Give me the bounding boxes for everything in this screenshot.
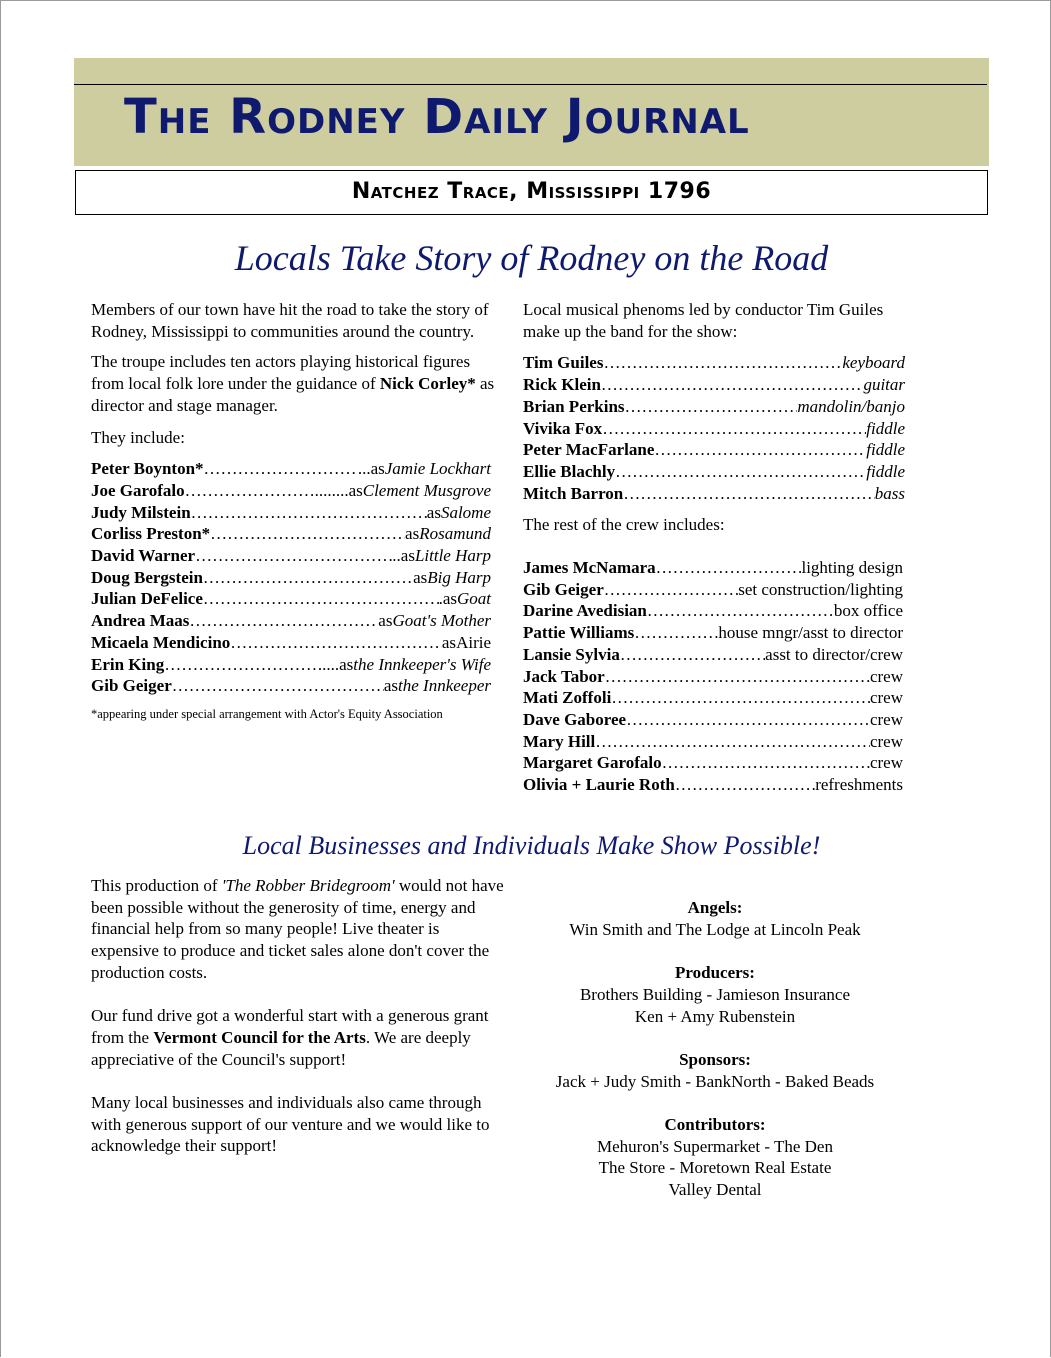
leader-dots (615, 461, 866, 483)
band-crew-column (523, 299, 913, 796)
crew-row (523, 752, 903, 774)
band-row (523, 396, 905, 418)
crew-row (523, 666, 903, 688)
troupe-paragraph (91, 351, 496, 416)
band-intro: Local musical phenoms led by conductor Tim Guiles make up the band for the show: (523, 300, 884, 341)
crew-row (523, 579, 903, 601)
contributor-name: Mehuron's Supermarket - The Den (597, 1136, 833, 1156)
crew-name: Jack Tabor (523, 666, 605, 686)
cast-as: as (426, 502, 441, 522)
band-name: Mitch Barron (523, 483, 624, 503)
leader-dots (203, 588, 439, 610)
crew-row (523, 622, 903, 644)
leader-dots (611, 687, 870, 709)
leader-dots (625, 396, 798, 418)
cast-role: Big Harp (427, 567, 491, 587)
cast-role: Airie (456, 632, 491, 652)
leader-dots (620, 644, 765, 666)
cast-name: Judy Milstein (91, 502, 191, 522)
cast-name: Micaela Mendicino (91, 632, 231, 652)
contributors-group (520, 1114, 910, 1201)
band-instrument: keyboard (842, 353, 905, 373)
cast-row (91, 502, 491, 524)
crew-name: Dave Gaboree (523, 709, 627, 729)
band-row (523, 352, 905, 374)
leader-dots (602, 418, 866, 440)
cast-list (91, 458, 491, 697)
leader-dots (623, 483, 875, 505)
band-name: Peter MacFarlane (523, 440, 655, 460)
sponsors-headline: Local Businesses and Individuals Make Show Possible! (242, 831, 821, 860)
crew-name: Gib Geiger (523, 579, 604, 599)
producer-name: Ken + Amy Rubenstein (634, 1006, 796, 1026)
leader-dots (647, 600, 834, 622)
contributor-name: Valley Dental (668, 1180, 762, 1200)
band-row (523, 374, 905, 396)
band-name: Tim Guiles (523, 353, 604, 373)
band-instrument: fiddle (866, 461, 905, 481)
leader-dots (601, 374, 864, 396)
producers-title: Producers: (675, 963, 755, 983)
cast-name: David Warner (91, 546, 196, 566)
leader-dots (662, 752, 870, 774)
grant-paragraph (91, 1005, 511, 1070)
leader-dots (634, 622, 718, 644)
thanks-column (91, 875, 511, 1157)
cast-row (91, 610, 491, 632)
band-instrument: bass (874, 483, 905, 503)
leader-dots (656, 557, 802, 579)
cast-role: Clement Musgrove (362, 480, 491, 500)
crew-role: box office (833, 601, 903, 621)
donor-list (520, 897, 910, 1222)
band-list (523, 352, 905, 504)
cast-name: Corliss Preston* (91, 524, 211, 544)
cast-as: as (441, 632, 457, 652)
contributor-name: The Store - Moretown Real Estate (598, 1158, 832, 1178)
crew-role: crew (869, 753, 903, 773)
equity-footnote: *appearing under special arrangement with Actor's Equity Association (91, 706, 443, 721)
cast-name: Joe Garofalo (91, 480, 185, 500)
cast-as: as (383, 676, 399, 696)
cast-role: Goat (457, 589, 491, 609)
cast-as: as (405, 524, 420, 544)
show-title: 'The Robber Bridegroom' (221, 876, 395, 895)
angels-group (520, 897, 910, 940)
crew-name: Lansie Sylvia (523, 644, 620, 664)
cast-row (91, 458, 491, 480)
crew-list (523, 557, 903, 796)
angels-names (520, 919, 910, 941)
cast-name: Julian DeFelice (91, 589, 203, 609)
cast-role: Jamie Lockhart (384, 459, 491, 479)
producers-names (520, 984, 910, 1027)
crew-row (523, 557, 903, 579)
masthead (74, 58, 989, 166)
crew-role: crew (869, 688, 903, 708)
cast-row (91, 588, 491, 610)
production-text-end: would not have been possible without the generosity of time, energy and financial help from so many people! Live theater is expensive to produce and ticket sales alone don't cover the production costs. (91, 876, 504, 982)
band-name: Brian Perkins (523, 396, 625, 416)
cast-as: as (413, 567, 428, 587)
leader-dots (675, 774, 815, 796)
masthead-rule (74, 84, 987, 85)
crew-role: crew (869, 731, 903, 751)
cast-row (91, 675, 491, 697)
producers-group (520, 962, 910, 1027)
crew-row (523, 600, 903, 622)
sponsors-names (520, 1071, 910, 1093)
band-row (523, 483, 905, 505)
intro-paragraph: Members of our town have hit the road to take the story of Rodney, Mississippi to communities around the country. (91, 300, 489, 341)
crew-role: crew (869, 666, 903, 686)
cast-as: .as (438, 589, 457, 609)
director-name: Nick Corley* (379, 374, 476, 394)
cast-row (91, 523, 491, 545)
cast-role: Goat's Mother (392, 611, 491, 631)
cast-as: ..as (392, 546, 415, 566)
band-instrument: fiddle (866, 440, 905, 460)
leader-dots (654, 439, 866, 461)
cast-row (91, 654, 491, 676)
leader-dots (172, 675, 384, 697)
band-name: Vivika Fox (523, 418, 603, 438)
band-name: Ellie Blachly (523, 461, 616, 481)
crew-row (523, 687, 903, 709)
leader-dots (185, 480, 315, 502)
band-name: Rick Klein (523, 375, 601, 395)
crew-name: Darine Avedisian (523, 601, 647, 621)
cast-as: .....as (317, 654, 354, 674)
crew-role: set construction/lighting (738, 579, 903, 599)
crew-name: James McNamara (523, 558, 656, 578)
production-text: This production of (91, 876, 222, 895)
acknowledge-paragraph: Many local businesses and individuals also came through with generous support of our venture and we would like to acknowledge their support! (91, 1093, 490, 1156)
band-row (523, 439, 905, 461)
leader-dots (204, 458, 358, 480)
crew-name: Mary Hill (523, 731, 596, 751)
crew-row (523, 774, 903, 796)
sponsors-group (520, 1049, 910, 1092)
leader-dots (203, 567, 413, 589)
cast-row (91, 632, 491, 654)
dateline-box (75, 170, 988, 215)
leader-dots (191, 502, 427, 524)
crew-name: Mati Zoffoli (523, 688, 612, 708)
cast-row (91, 480, 491, 502)
crew-role: refreshments (815, 775, 903, 795)
troupe-text-end: as director and stage manager. (91, 374, 495, 415)
leader-dots (195, 545, 392, 567)
crew-role: lighting design (801, 558, 903, 578)
cast-column (91, 299, 496, 722)
crew-role: house mngr/asst to director (718, 623, 903, 643)
contributors-title: Contributors: (664, 1114, 766, 1134)
producer-name: Brothers Building - Jamieson Insurance (579, 984, 851, 1004)
troupe-text: The troupe includes ten actors playing historical figures from local folk lore under the guidance of (91, 352, 471, 394)
crew-role: asst to director/crew (765, 644, 903, 664)
cast-role: the Innkeeper's Wife (353, 654, 491, 674)
cast-row (91, 567, 491, 589)
grant-text-end: . We are deeply appreciative of the Council's support! (91, 1027, 471, 1069)
grant-text: Our fund drive got a wonderful start with a generous grant from the (91, 1006, 489, 1047)
dateline: Natchez Trace, Mississippi 1796 (351, 179, 712, 204)
cast-role: Salome (440, 502, 491, 522)
council-name: Vermont Council for the Arts (153, 1027, 366, 1047)
angel-name: Win Smith and The Lodge at Lincoln Peak (569, 919, 861, 939)
cast-name: Andrea Maas (91, 611, 190, 631)
leader-dots (189, 610, 378, 632)
cast-as: ........as (314, 480, 363, 500)
production-paragraph (91, 875, 511, 984)
leader-dots (605, 666, 870, 688)
they-include: They include: (91, 427, 185, 447)
cast-name: Peter Boynton* (91, 459, 204, 479)
band-instrument: mandolin/banjo (797, 396, 905, 416)
cast-name: Erin King (91, 654, 165, 674)
leader-dots (604, 579, 738, 601)
leader-dots (603, 352, 842, 374)
cast-role: Little Harp (414, 546, 491, 566)
leader-dots (164, 654, 318, 676)
cast-name: Doug Bergstein (91, 567, 203, 587)
leader-dots (595, 731, 870, 753)
crew-role: crew (869, 709, 903, 729)
sponsor-name: Jack + Judy Smith - BankNorth - Baked Beads (555, 1071, 875, 1091)
cast-as: as (378, 611, 393, 631)
cast-as: ...as (357, 459, 385, 479)
angels-title: Angels: (687, 898, 743, 917)
cast-name: Gib Geiger (91, 676, 172, 696)
leader-dots (230, 632, 442, 654)
sponsors-title: Sponsors: (679, 1049, 751, 1069)
band-instrument: guitar (863, 375, 905, 395)
crew-name: Olivia + Laurie Roth (523, 775, 675, 795)
crew-row (523, 731, 903, 753)
crew-row (523, 709, 903, 731)
band-row (523, 461, 905, 483)
leader-dots (210, 523, 405, 545)
newspaper-title: The Rodney Daily Journal (124, 89, 750, 145)
leader-dots (626, 709, 870, 731)
band-row (523, 418, 905, 440)
contributors-names (520, 1136, 910, 1201)
crew-name: Pattie Williams (523, 623, 635, 643)
cast-row (91, 545, 491, 567)
crew-row (523, 644, 903, 666)
cast-role: the Innkeeper (398, 676, 491, 696)
cast-role: Rosamund (419, 524, 491, 544)
article-headline: Locals Take Story of Rodney on the Road (234, 238, 829, 278)
crew-name: Margaret Garofalo (523, 753, 662, 773)
crew-intro: The rest of the crew includes: (523, 515, 725, 535)
band-instrument: fiddle (866, 418, 905, 438)
